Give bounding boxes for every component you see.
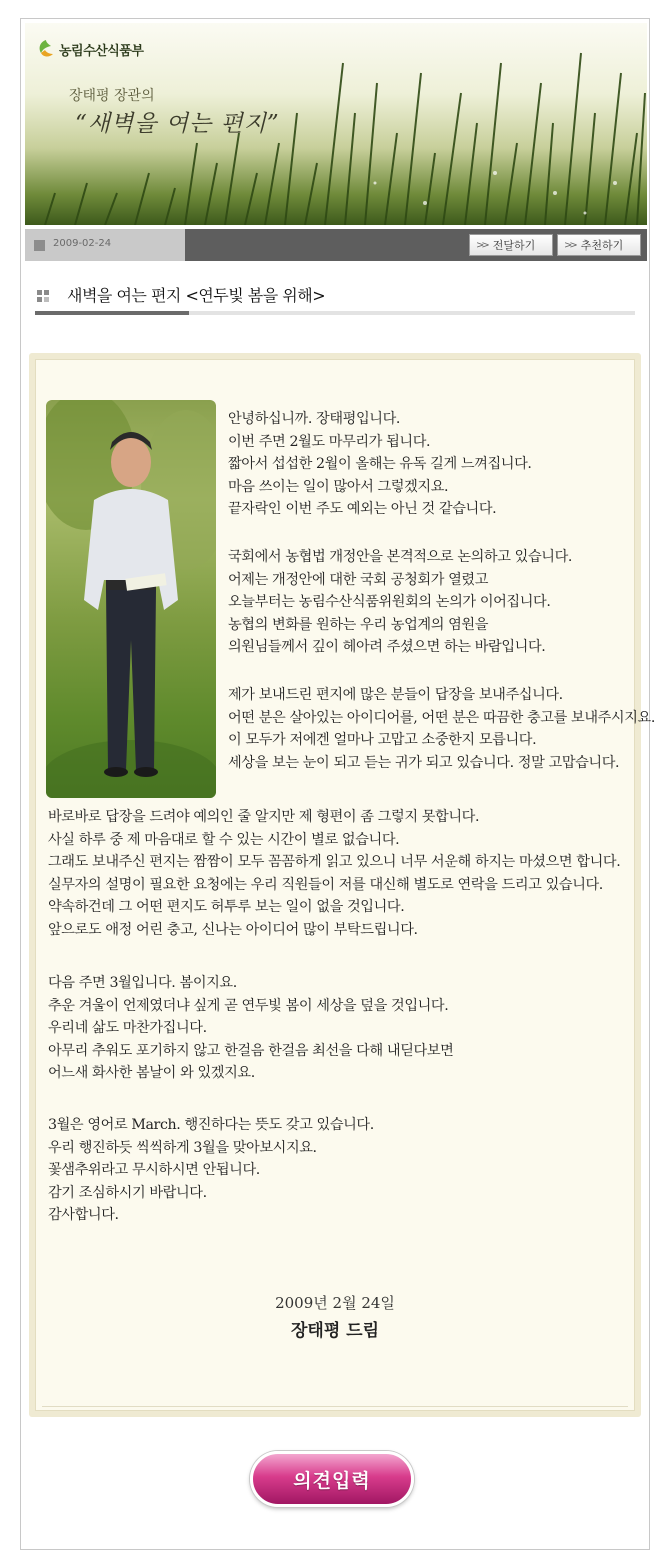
forward-button[interactable] <box>469 234 553 256</box>
signature-date: 2009년 2월 24일 <box>275 1294 395 1312</box>
opinion-input-button-label: 의견입력 <box>293 1469 371 1492</box>
forward-button-label: 전달하기 <box>492 239 536 252</box>
recommend-button-label: 추천하기 <box>580 239 624 252</box>
letter-body <box>35 359 655 1411</box>
letter-divider <box>42 1406 628 1407</box>
page-frame <box>20 18 655 1550</box>
letter-paragraph-5: 다음 주면 3월입니다. 봄이지요. 추운 겨울이 언제였더냐 싶게 곧 연두빛 봄이 세상을 덮을 것입니다. 우리네 삶도 마찬가집니다. 아무리 추워도 포기하지 않고 한걸음 한걸음 최선을 다해 내딛다보면 어느새 화사한 봄날이 와 있겠지요. <box>48 975 454 1082</box>
letter-paragraph-2: 국회에서 농협법 개정안을 본격적으로 논의하고 있습니다. 어제는 개정안에 대한 국회 공청회가 열렸고 오늘부터는 농림수산식품위원회의 논의가 이어집니다. 농협의 변화를 원하는 우리 농업계의 염원을 의원님들께서 깊이 헤아려 주셨으면 하는 바람입니다. <box>228 549 572 656</box>
letter-paragraph-3: 제가 보내드린 편지에 많은 분들이 답장을 보내주십니다. 어떤 분은 살아있는 아이디어를, 어떤 분은 따끔한 충고를 보내주시지요. 이 모두가 저에겐 얼마나 고맙고 소중한지 모릅니다. 세상을 보는 눈이 되고 듣는 귀가 되고 있습니다. 정말 고맙습니다. <box>228 687 655 771</box>
minister-photo <box>46 400 216 798</box>
post-date: 2009-02-24 <box>53 238 112 249</box>
opinion-input-button[interactable] <box>250 1451 414 1507</box>
square-bullet-icon <box>34 240 45 251</box>
banner-title: “새벽을 여는 편지” <box>75 111 280 137</box>
signature-name: 장태평 드림 <box>290 1321 380 1341</box>
ministry-logo-icon <box>37 39 55 59</box>
title-underline <box>35 311 635 315</box>
article-title-row <box>35 281 635 315</box>
article-title: 새벽을 여는 편지 <연두빛 봄을 위해> <box>67 286 326 305</box>
letter-paragraph-6: 3월은 영어로 March. 행진하다는 뜻도 갖고 있습니다. 우리 행진하듯 씩씩하게 3월을 맞아보시지요. 꽃샘추위라고 무시하시면 안됩니다. 감기 조심하시기 바랍니다. 감사합니다. <box>48 1117 374 1224</box>
minister-photo-illustration <box>46 400 216 798</box>
double-chevron-right-icon: >> <box>564 239 575 251</box>
recommend-button[interactable] <box>557 234 641 256</box>
header-banner <box>25 23 647 225</box>
ministry-logo <box>37 39 143 59</box>
letter-box <box>29 353 655 1417</box>
letter-paragraph-1: 안녕하십니까. 장태평입니다. 이번 주면 2월도 마무리가 됩니다. 짧아서 섭섭한 2월이 올해는 유독 길게 느껴집니다. 마음 쓰이는 일이 많아서 그렇겠지요. 끝자락인 이번 주도 예외는 아닌 것 같습니다. <box>228 411 532 518</box>
ministry-logo-text: 농림수산식품부 <box>59 43 144 59</box>
banner-subtitle: 장태평 장관의 <box>69 88 155 104</box>
double-chevron-right-icon: >> <box>476 239 487 251</box>
letter-paragraph-4: 바로바로 답장을 드려야 예의인 줄 알지만 제 형편이 좀 그렇지 못합니다. 사실 하루 중 제 마음대로 할 수 있는 시간이 별로 없습니다. 그래도 보내주신 편지는 짬짬이 모두 꼼꼼하게 읽고 있으니 너무 서운해 하지는 마셨으면 합니다. 실무자의 설명이 필요한 요청에는 우리 직원들이 저를 대신해 별도로 연락을 드리고 있습니다. 약속하건데 그 어떤 편지도 허투루 보는 일이 없을 것입니다. 앞으로도 애정 어린 충고, 신나는 아이디어 많이 부탁드립니다. <box>48 809 621 938</box>
date-box <box>25 229 185 261</box>
action-bar <box>25 229 647 261</box>
grid-bullet-icon <box>37 290 49 302</box>
